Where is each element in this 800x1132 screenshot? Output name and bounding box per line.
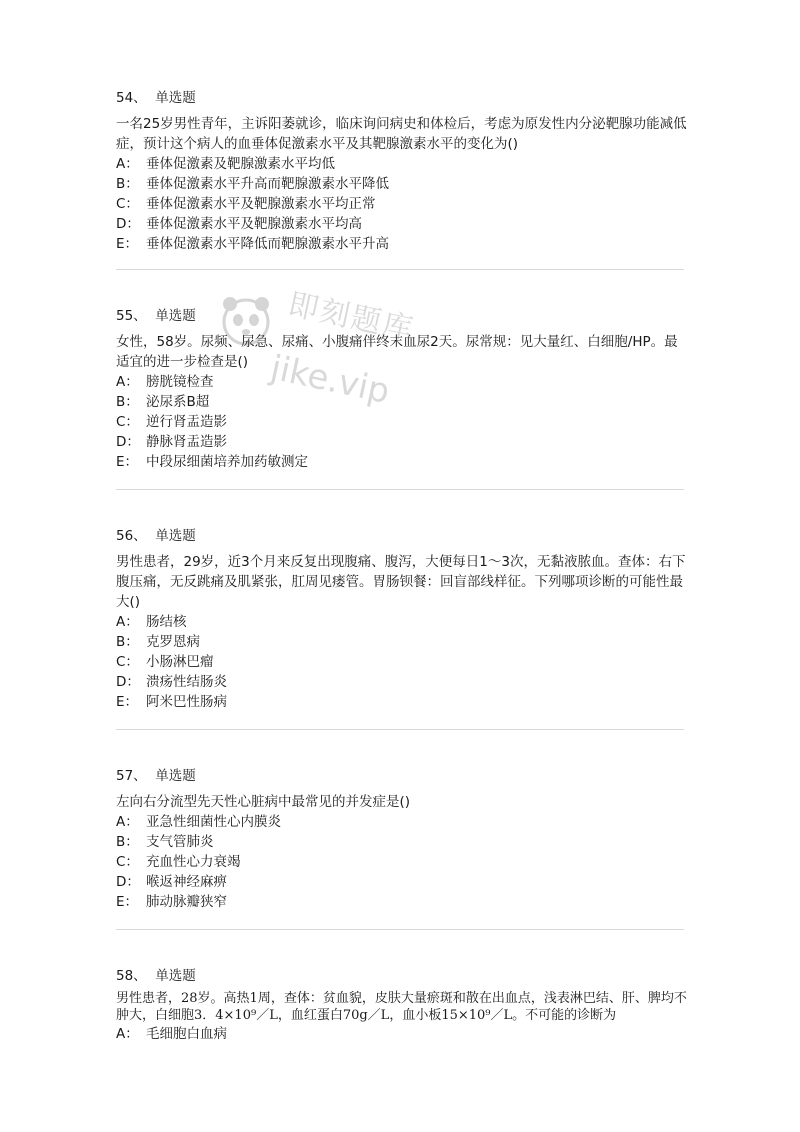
- watermark-text-url: jike.vip: [267, 347, 394, 413]
- option-a[interactable]: [116, 372, 688, 392]
- option-c[interactable]: [116, 652, 688, 672]
- option-text: 充血性心力衰竭: [146, 854, 241, 870]
- option-text: 亚急性细菌性心内膜炎: [146, 814, 281, 830]
- question-58: [116, 966, 688, 1044]
- option-key: E：: [116, 236, 139, 252]
- option-key: A：: [116, 1026, 139, 1042]
- option-e[interactable]: [116, 452, 688, 472]
- option-b[interactable]: [116, 632, 688, 652]
- option-key: A：: [116, 814, 139, 830]
- option-key: D：: [116, 216, 140, 232]
- option-text: 中段尿细菌培养加药敏测定: [146, 454, 308, 470]
- option-e[interactable]: [116, 892, 688, 912]
- option-text: 克罗恩病: [146, 634, 200, 650]
- question-header: 57、 单选题: [116, 768, 196, 784]
- option-text: 肺动脉瓣狭窄: [146, 894, 227, 910]
- option-a[interactable]: [116, 812, 688, 832]
- question-stem: 一名25岁男性青年，主诉阳萎就诊，临床询问病史和体检后，考虑为原发性内分泌靶腺功能减低症，预计这个病人的血垂体促激素水平及其靶腺激素水平的变化为(): [116, 116, 687, 152]
- question-header: 55、 单选题: [116, 308, 196, 324]
- option-text: 垂体促激素水平及靶腺激素水平均正常: [146, 196, 376, 212]
- option-text: 小肠淋巴瘤: [146, 654, 214, 670]
- question-header: 54、 单选题: [116, 90, 196, 106]
- option-d[interactable]: [116, 672, 688, 692]
- option-text: 泌尿系B超: [146, 394, 210, 410]
- option-text: 阿米巴性肠病: [146, 694, 227, 710]
- option-key: C：: [116, 196, 139, 212]
- option-text: 垂体促激素水平及靶腺激素水平均高: [146, 216, 362, 232]
- watermark-text-cn: 即刻题库: [285, 286, 418, 348]
- option-key: E：: [116, 694, 139, 710]
- option-text: 喉返神经麻痹: [146, 874, 227, 890]
- option-d[interactable]: [116, 214, 688, 234]
- option-c[interactable]: [116, 852, 688, 872]
- option-c[interactable]: [116, 412, 688, 432]
- option-d[interactable]: [116, 432, 688, 452]
- question-stem: 左向右分流型先天性心脏病中最常见的并发症是(): [116, 794, 411, 810]
- question-stem: 女性，58岁。尿频、尿急、尿痛、小腹痛伴终末血尿2天。尿常规：见大量红、白细胞/HP。最适宜的进一步检查是(): [116, 334, 678, 370]
- option-key: D：: [116, 434, 140, 450]
- option-key: B：: [116, 394, 139, 410]
- option-text: 垂体促激素及靶腺激素水平均低: [146, 156, 335, 172]
- option-a[interactable]: [116, 154, 688, 174]
- option-a[interactable]: [116, 1024, 688, 1044]
- option-text: 毛细胞白血病: [146, 1026, 227, 1042]
- option-b[interactable]: [116, 174, 688, 194]
- option-key: E：: [116, 894, 139, 910]
- option-key: C：: [116, 414, 139, 430]
- option-e[interactable]: [116, 692, 688, 712]
- option-c[interactable]: [116, 194, 688, 214]
- option-text: 逆行肾盂造影: [146, 414, 227, 430]
- option-key: C：: [116, 854, 139, 870]
- option-key: D：: [116, 674, 140, 690]
- option-key: A：: [116, 374, 139, 390]
- question-56: [116, 526, 688, 712]
- option-text: 垂体促激素水平降低而靶腺激素水平升高: [146, 236, 389, 252]
- option-b[interactable]: [116, 392, 688, 412]
- option-key: E：: [116, 454, 139, 470]
- option-text: 溃疡性结肠炎: [146, 674, 227, 690]
- question-54: [116, 88, 688, 254]
- option-e[interactable]: [116, 234, 688, 254]
- option-key: D：: [116, 874, 140, 890]
- option-a[interactable]: [116, 612, 688, 632]
- option-text: 静脉肾盂造影: [146, 434, 227, 450]
- option-key: B：: [116, 834, 139, 850]
- option-d[interactable]: [116, 872, 688, 892]
- option-text: 支气管肺炎: [146, 834, 214, 850]
- option-key: A：: [116, 156, 139, 172]
- divider: [116, 729, 684, 730]
- divider: [116, 269, 684, 270]
- question-header: 58、 单选题: [116, 968, 196, 984]
- option-b[interactable]: [116, 832, 688, 852]
- divider: [116, 489, 684, 490]
- option-key: B：: [116, 634, 139, 650]
- question-57: [116, 766, 688, 912]
- option-text: 垂体促激素水平升高而靶腺激素水平降低: [146, 176, 389, 192]
- question-55: [116, 306, 688, 472]
- option-text: 肠结核: [146, 614, 187, 630]
- option-key: C：: [116, 654, 139, 670]
- divider: [116, 929, 684, 930]
- question-stem: 男性患者，28岁。高热1周，查体：贫血貌，皮肤大量瘀斑和散在出血点，浅表淋巴结、肝、脾均不肿大，白细胞3．4×10⁹／L，血红蛋白70g／L，血小板15×10⁹／L。不可能的诊断为: [116, 991, 687, 1023]
- question-stem: 男性患者，29岁，近3个月来反复出现腹痛、腹泻，大便每日1～3次，无黏液脓血。查体：右下腹压痛，无反跳痛及肌紧张，肛周见瘘管。胃肠钡餐：回盲部线样征。下列哪项诊断的可能性最大(): [116, 554, 686, 610]
- option-text: 膀胱镜检查: [146, 374, 214, 390]
- question-header: 56、 单选题: [116, 528, 196, 544]
- option-key: B：: [116, 176, 139, 192]
- option-key: A：: [116, 614, 139, 630]
